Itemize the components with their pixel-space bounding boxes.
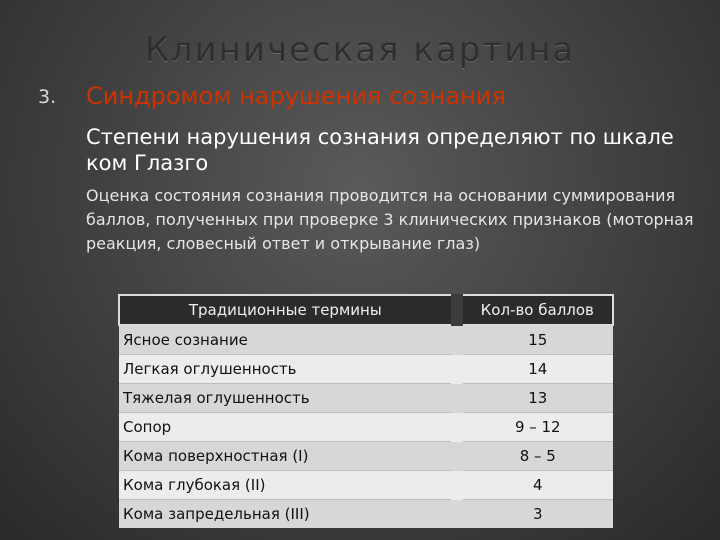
score-cell: 14 [457, 355, 613, 384]
consciousness-scale-table [118, 294, 614, 528]
table-row [119, 355, 613, 384]
slide-title: Клиническая картина [144, 30, 576, 70]
score-cell: 3 [457, 500, 613, 529]
term-cell: Легкая оглушенность [119, 355, 457, 384]
score-cell: 13 [457, 384, 613, 413]
table-row [119, 384, 613, 413]
section-heading: Синдромом нарушения сознания [86, 82, 506, 110]
term-cell: Сопор [119, 413, 457, 442]
table-row [119, 413, 613, 442]
term-cell: Ясное сознание [119, 325, 457, 355]
score-cell: 9 – 12 [457, 413, 613, 442]
score-cell: 15 [457, 325, 613, 355]
table-header-row [119, 295, 613, 325]
score-cell: 8 – 5 [457, 442, 613, 471]
table-row [119, 500, 613, 529]
term-cell: Тяжелая оглушенность [119, 384, 457, 413]
table-row [119, 471, 613, 500]
score-cell: 4 [457, 471, 613, 500]
term-cell: Кома глубокая (II) [119, 471, 457, 500]
assessment-paragraph: Оценка состояния сознания проводится на основании суммирования баллов, полученных при проверке 3 клинических признаков (моторная реакция, словесный ответ и открывание глаз) [86, 186, 694, 253]
header-score-count: Кол-во баллов [457, 295, 613, 325]
list-item-number: 3. [38, 86, 57, 108]
term-cell: Кома поверхностная (I) [119, 442, 457, 471]
glasgow-scale-paragraph: Степени нарушения сознания определяют по шкале ком Глазго [86, 125, 674, 175]
header-traditional-terms: Традиционные термины [119, 295, 457, 325]
table-row [119, 325, 613, 355]
table-row [119, 442, 613, 471]
term-cell: Кома запредельная (III) [119, 500, 457, 529]
